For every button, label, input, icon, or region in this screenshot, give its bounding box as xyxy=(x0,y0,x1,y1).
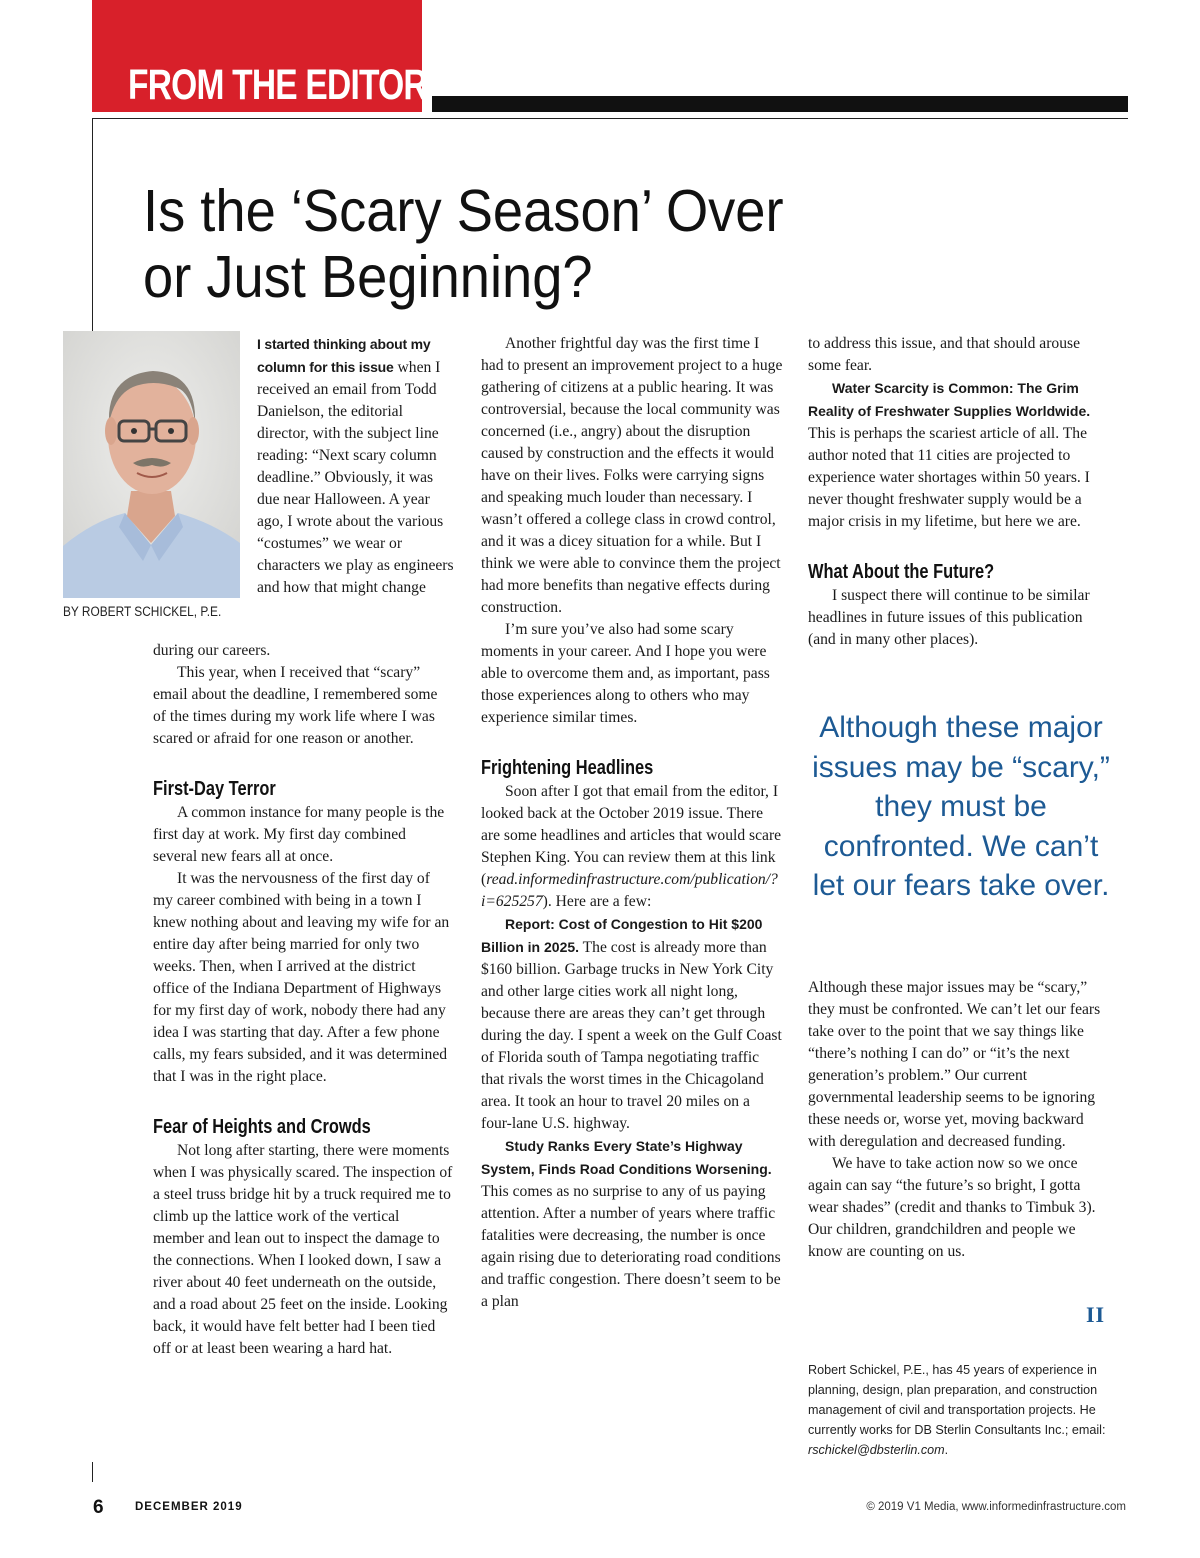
paragraph: I’m sure you’ve also had some scary moments in your career. And I hope you were able to overcome them and, as important, pass those experiences along to others who may experience similar times. xyxy=(481,621,770,726)
headline-congestion: Report: Cost of Congestion to Hit $200 Billion in 2025. xyxy=(481,916,763,955)
headline-highway-ranks: Study Ranks Every State’s Highway System, Finds Road Conditions Worsening. xyxy=(481,1138,772,1177)
article-title xyxy=(143,178,971,310)
paragraph: This year, when I received that “scary” email about the deadline, I remembered some of the times during my work life where I was scared or afraid for one reason or another. xyxy=(153,664,438,747)
publication-link[interactable]: read.informedinfrastructure.com/publication/?i=625257 xyxy=(481,871,778,910)
intro-lead: I started thinking about my column for this issue xyxy=(257,336,431,375)
paragraph: We have to take action now so we once again can say “the future’s so bright, I gotta wear shades” (credit and thanks to Timbuk 3). Our children, grandchildren and people we know are counting on us. xyxy=(808,1155,1096,1260)
paragraph: Not long after starting, there were moments when I was physically scared. The inspection of a steel truss bridge hit by a truck required me to climb up the lattice work of the vertical member and lean out to inspect the damage to the connections. When I looked down, I saw a river about 40 feet underneath on the outside, and a road about 25 feet on the inside. Looking back, it would have felt better had I been tied off or at least been wearing a hard hat. xyxy=(153,1142,453,1357)
author-photo xyxy=(63,331,240,598)
page-number: 6 xyxy=(93,1497,104,1518)
paragraph: Although these major issues may be “scary,” they must be confronted. We can’t let our fears take over to the point that we say things like “there’s nothing I can do” or “it’s the next generation’s problem.” Our current governmental leadership seems to be ignoring these needs or, worse yet, moving backward with deregulation and decreased funding. xyxy=(808,979,1101,1150)
paragraph: during our careers. xyxy=(153,642,271,659)
intro-text: when I received an email from Todd Danielson, the editorial director, with the subject line reading: “Next scary column deadline.” Obviously, it was due near Halloween. A year ago, I wrote about the various “costumes” we wear or characters we play as engineers and how that might change xyxy=(257,359,454,596)
title-line-1: Is the ‘Scary Season’ Over xyxy=(143,178,784,244)
column-2 xyxy=(481,333,783,1313)
column-3 xyxy=(808,333,1108,651)
author-email[interactable]: rschickel@dbsterlin.com xyxy=(808,1443,945,1457)
column-3-continued xyxy=(808,977,1108,1263)
title-line-2: or Just Beginning? xyxy=(143,244,593,310)
subhead-future: What About the Future? xyxy=(808,561,995,583)
paragraph: Report: Cost of Congestion to Hit $200 Billion in 2025. The cost is already more than $160 billion. Garbage trucks in New York City and other large cities work all night long, because there are areas they can’t get through during the day. I spent a week on the Gulf Coast of Florida south of Tampa negotiating traffic that rivals the worst times in the Chicagoland area. It took an hour to travel 20 miles on a four-lane U.S. highway. xyxy=(481,916,782,1132)
header-rule xyxy=(432,96,1128,112)
paragraph: Soon after I got that email from the editor, I looked back at the October 2019 issue. There are some headlines and articles that would scare Stephen King. You can review them at this link (read.informedinfrastructure.com/publication/?i=625257). Here are a few: xyxy=(481,783,782,910)
intro-paragraph xyxy=(257,333,457,599)
column-1 xyxy=(153,640,453,1360)
frame-rule-top xyxy=(92,118,1128,119)
end-mark-icon: II xyxy=(1086,1302,1106,1327)
paragraph: It was the nervousness of the first day of my career combined with being in a town I knew nothing about and leaving my wife for an entire day after being married for only two weeks. Then, when I arrived at the district office of the Indiana Department of Highways for my first day of work, nobody there had any idea I was starting that day. After a few phone calls, my fears subsided, and it was determined that I was in the right place. xyxy=(153,870,450,1085)
headline-water-scarcity: Water Scarcity is Common: The Grim Reality of Freshwater Supplies Worldwide. xyxy=(808,380,1091,419)
paragraph: Another frightful day was the first time I had to present an improvement project to a huge gathering of citizens at a public hearing. It was controversial, because the local community was concerned (i.e., angry) about the disruption caused by construction and the effects it would have on their lives. Folks were carrying signs and speaking much louder than necessary. I wasn’t offered a college class in crowd control, and it was a dicey situation for a while. But I think we were able to convince them the project had more benefits than negative effects during construction. xyxy=(481,335,783,616)
subhead-frightening-headlines: Frightening Headlines xyxy=(481,757,654,779)
section-label: FROM THE EDITOR xyxy=(128,61,427,109)
footer-rule xyxy=(92,1462,93,1482)
paragraph: to address this issue, and that should arouse some fear. xyxy=(808,335,1080,374)
paragraph: Study Ranks Every State’s Highway System, Finds Road Conditions Worsening. This comes as no surprise to any of us paying attention. After a number of years where traffic fatalities were decreasing, the number is once again rising due to deteriorating road conditions and traffic congestion. There doesn’t seem to be a plan xyxy=(481,1138,781,1310)
issue-date: DECEMBER 2019 xyxy=(135,1501,243,1513)
paragraph: Water Scarcity is Common: The Grim Reality of Freshwater Supplies Worldwide. This is perhaps the scariest article of all. The author noted that 11 cities are projected to experience water shortages within 50 years. I never thought freshwater supply would be a major crisis in my lifetime, but here we are. xyxy=(808,380,1091,530)
paragraph: A common instance for many people is the first day at work. My first day combined several new fears all at once. xyxy=(153,804,445,865)
copyright: © 2019 V1 Media, www.informedinfrastructure.com xyxy=(866,1501,1126,1513)
pull-quote: Although these major issues may be “scary,” they must be confronted. We can’t let our fears take over. xyxy=(812,711,1110,902)
author-bio: Robert Schickel, P.E., has 45 years of experience in planning, design, plan preparation, and construction management of civil and transportation projects. He currently works for DB Sterlin Consultants Inc.; email: rschickel@dbsterlin.com. xyxy=(808,1363,1106,1457)
subhead-fear-of-heights: Fear of Heights and Crowds xyxy=(153,1116,371,1138)
byline: BY ROBERT SCHICKEL, P.E. xyxy=(63,604,222,619)
frame-rule-left xyxy=(92,118,93,333)
subhead-first-day-terror: First-Day Terror xyxy=(153,778,276,800)
paragraph: I suspect there will continue to be similar headlines in future issues of this publication (and in many other places). xyxy=(808,587,1090,648)
